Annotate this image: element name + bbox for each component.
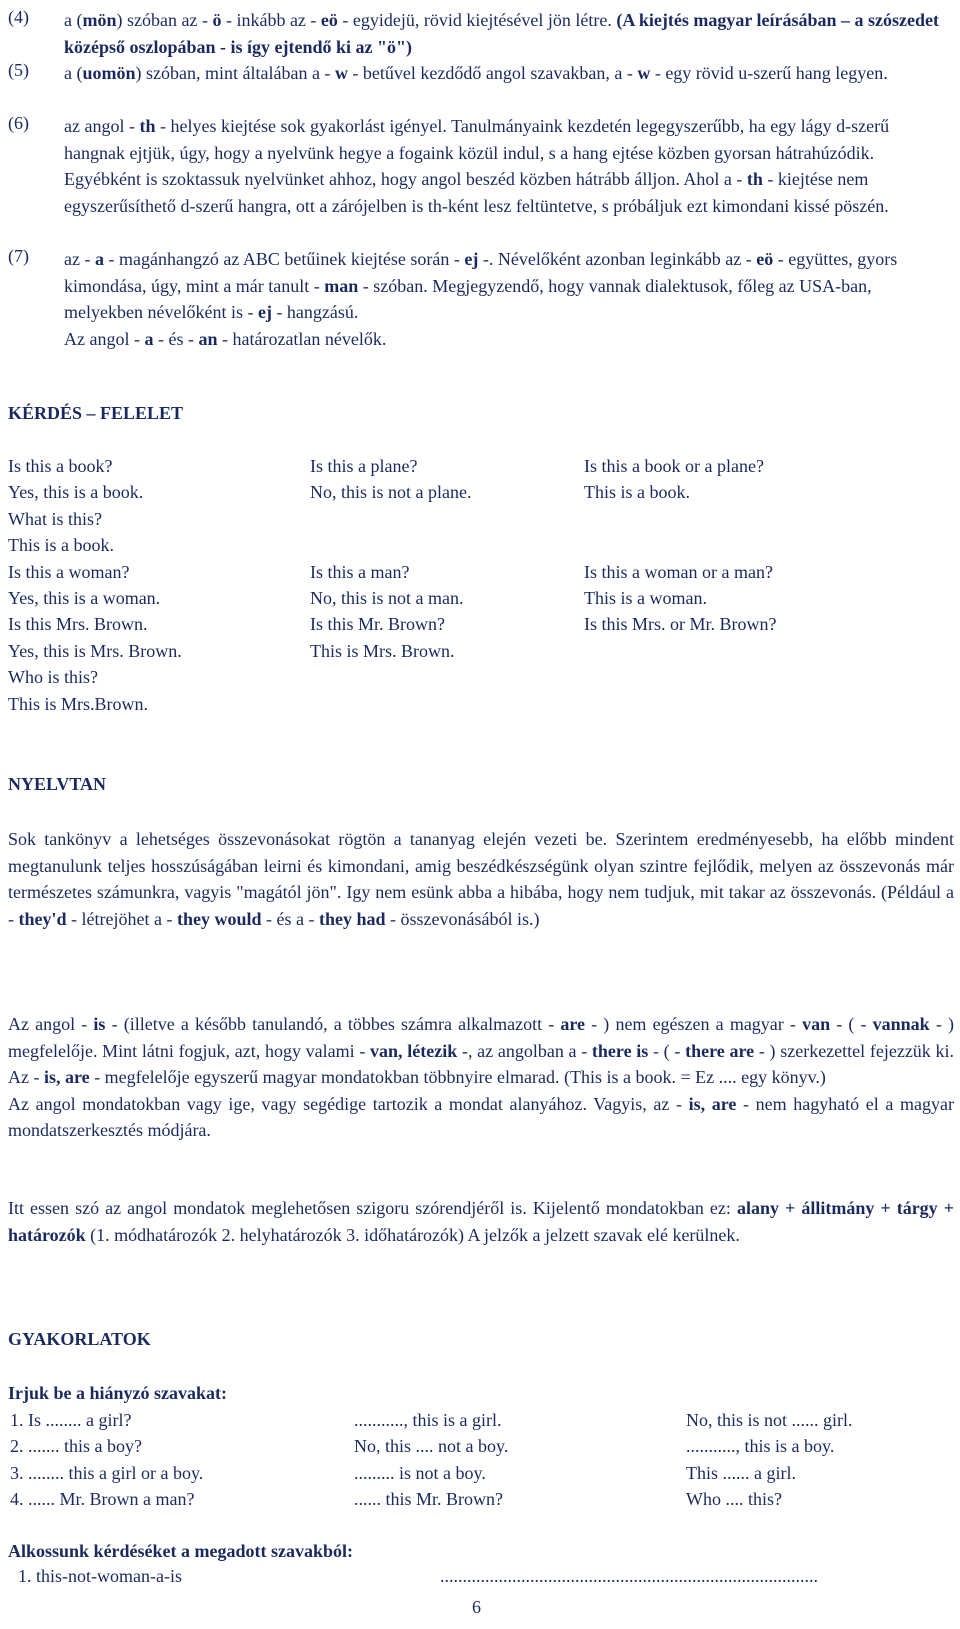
note-text: az - a - magánhangzó az ABC betűinek kiejtése során - ej -. Névelőként azonban leginkább az - eö - együttes, gyors kimondása, úgy, mint a már tanult - man - szóban. Megjegyzendő, hogy vannak dialektusok, főleg az USA-ban, melyekben névelőként is - ej - hangzású. Az angol - a - és - an - határozatlan névelők. [64,249,898,349]
note-number: (7) [8,246,29,266]
exercise-2-instruction: Alkossunk kérdéséket a megadott szavakból: [8,1541,354,1561]
exercise-cell: No, this is not ...... girl. [686,1410,853,1430]
exercise-cell: This ...... a girl. [686,1462,796,1483]
exercise-cell: ..........., this is a boy. [686,1436,835,1457]
qa-cell: This is a book. [584,482,690,503]
qa-cell: Is this a woman? [8,561,130,582]
qa-cell: Is this Mrs. Brown. [8,614,148,635]
qa-heading: KÉRDÉS – FELELET [8,403,184,423]
exercise-cell: 2. ....... this a boy? [10,1436,142,1457]
note-text: az angol - th - helyes kiejtése sok gyakorlást igényel. Tanulmányaink kezdetén legegyszerűbb, ha egy lágy d-szerű hangnak ejtjük, úgy, hogy a nyelvünk hegye a fogaink közül indul, s a hang ejtése közben gyorsan hátrahúzódik. Egyébként is szoktassuk nyelvünket ahhoz, hogy angol beszéd közben hátrább álljon. Ahol a - th - kiejtése nem egyszerűsíthető d-szerű hangra, ott a zárójelben is th-ként lesz feltüntetve, s próbáljuk ezt kimondani kissé pöszén. [64,116,890,216]
qa-cell: Is this Mrs. or Mr. Brown? [584,614,777,635]
qa-cell: This is a book. [8,535,114,556]
grammar-heading: NYELVTAN [8,774,107,794]
qa-cell: This is Mrs. Brown. [310,640,455,661]
exercise-cell: Who .... this? [686,1488,782,1509]
qa-cell: Is this a woman or a man? [584,561,773,582]
qa-cell: No, this is not a plane. [310,482,472,503]
answer-blank[interactable]: .................................................................................... [440,1566,818,1586]
qa-cell: What is this? [8,508,102,529]
exercise-cell: ..........., this is a girl. [354,1410,502,1430]
qa-cell: Yes, this is a book. [8,482,144,503]
exercise-cell: 3. ........ this a girl or a boy. [10,1462,204,1483]
exercise-cell: ......... is not a boy. [354,1462,486,1483]
note-text: a (uomön) szóban, mint általában a - w - betűvel kezdődő angol szavakban, a - w - egy rövid u-szerű hang legyen. [64,63,888,83]
qa-cell: Is this a man? [310,561,410,582]
grammar-paragraph-2: Az angol - is - (illetve a később tanulandó, a többes számra alkalmazott - are - ) nem egészen a magyar - van - ( - vannak - ) megfelelője. Mint látni fogjuk, azt, hogy valami - van, létezik -, az angolban a - there is - ( - there are - ) szerkezettel fejezzük ki. Az - is, are - megfelelője egyszerű magyar mondatokban többnyire elmarad. (This is a book. = Ez .... egy könyv.) Az angol mondatokban vagy ige, vagy segédige tartozik a mondat alanyához. Vagyis, az - is, are - nem hagyható el a magyar mondatszerkesztés módjára. [8,1014,955,1140]
note-number: (6) [8,113,29,133]
qa-cell: Is this a book or a plane? [584,456,764,476]
qa-cell: This is Mrs.Brown. [8,693,149,714]
qa-cell: Is this a plane? [310,456,418,476]
qa-cell: Who is this? [8,667,98,688]
qa-cell: Is this a book? [8,456,113,476]
exercise-cell: ...... this Mr. Brown? [354,1488,504,1509]
page-number: 6 [472,1597,481,1617]
grammar-paragraph-3: Itt essen szó az angol mondatok meglehetősen szigoru szórendjéről is. Kijelentő mondatokban ez: alany + állitmány + tárgy + határozók (1. módhatározók 2. helyhatározók 3. időhatározók) A jelzők a jelzett szavak elé kerülnek. [8,1198,954,1245]
qa-cell: Yes, this is Mrs. Brown. [8,640,182,661]
exercise-1-instruction: Irjuk be a hiányzó szavakat: [8,1383,228,1403]
note-number: (4) [8,7,29,27]
exercise-cell: No, this .... not a boy. [354,1436,509,1457]
exercise-cell: 4. ...... Mr. Brown a man? [10,1488,195,1509]
exercise-2-prompt: 1. this-not-woman-a-is [18,1566,182,1586]
qa-cell: This is a woman. [584,588,707,608]
exercise-cell: 1. Is ........ a girl? [10,1410,132,1430]
qa-cell: Is this Mr. Brown? [310,614,445,635]
qa-cell: Yes, this is a woman. [8,588,161,608]
note-number: (5) [8,60,29,80]
qa-cell: No, this is not a man. [310,588,464,608]
grammar-paragraph-1: Sok tankönyv a lehetséges összevonásokat rögtön a tananyag elején vezeti be. Szerintem eredményesebb, ha előbb mindent megtanulunk teljes hosszúságában leirni és kimondani, amig beszédkészségünk olyan szintre fejlődik, melyen az összevonás már természetes számunkra, vagyis "magától jön". Igy nem esünk abba a hibába, hogy nem tudjuk, mit takar az összevonás. (Például a - they'd - létrejöhet a - they would - és a - they had - összevonásából is.) [8,829,954,929]
note-text: a (mön) szóban az - ö - inkább az - eö - egyidejü, rövid kiejtésével jön létre. (A kiejtés magyar leírásában – a szószedet középső oszlopában - is így ejtendő ki az "ö") [64,10,939,57]
exercises-heading: GYAKORLATOK [8,1329,151,1349]
